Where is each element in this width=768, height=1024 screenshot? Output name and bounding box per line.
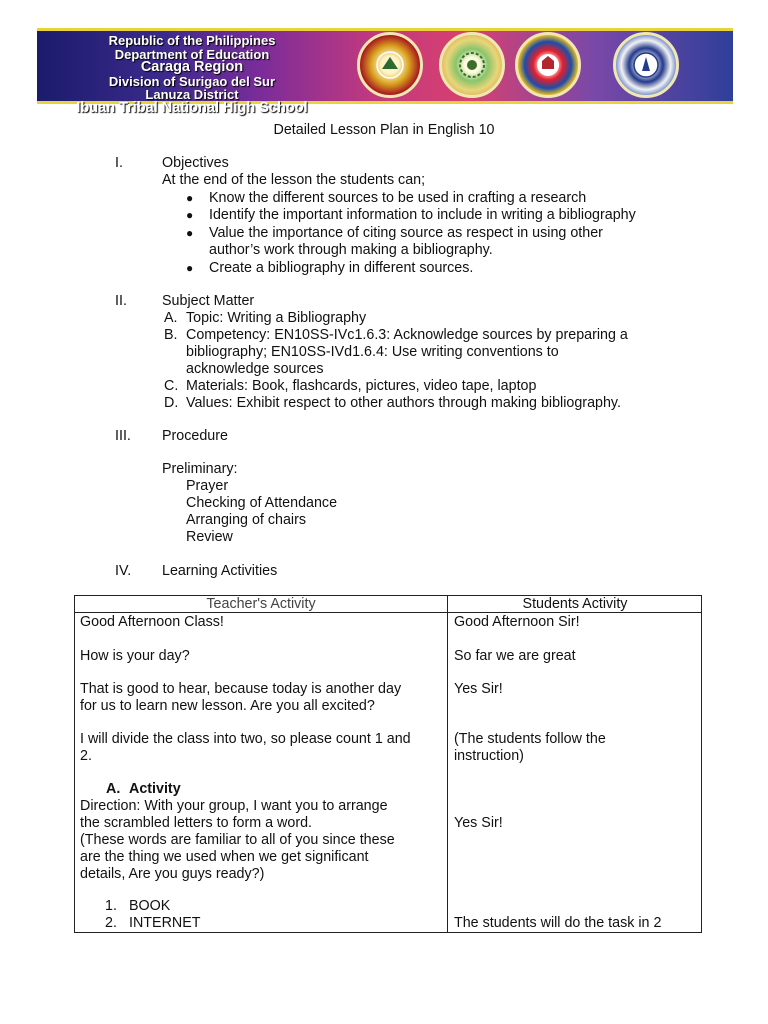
header-department: Department of Education: [114, 46, 270, 62]
item-letter-d: D.: [164, 395, 179, 411]
header-republic: Republic of the Philippines: [108, 33, 276, 48]
objective-bullet-3-cont: author’s work through making a bibliography.: [209, 242, 493, 258]
district-seal-icon: [439, 32, 505, 98]
objectives-intro: At the end of the lesson the students can;: [162, 172, 426, 188]
topic-line: Topic: Writing a Bibliography: [186, 310, 367, 326]
document-title: Detailed Lesson Plan in English 10: [273, 122, 495, 138]
teacher-line: That is good to hear, because today is another day: [80, 681, 402, 697]
header-district: Lanuza District: [145, 87, 239, 102]
objective-bullet-4: Create a bibliography in different sources.: [209, 260, 474, 276]
subject-matter-heading: Subject Matter: [162, 293, 255, 309]
learning-activities-numeral: IV.: [115, 563, 132, 579]
table-header-rule: [75, 612, 701, 613]
header-region: Caraga Region: [140, 59, 244, 75]
preliminary-label: Preliminary:: [162, 461, 238, 477]
teacher-line: for us to learn new lesson. Are you all excited?: [80, 698, 375, 714]
student-line: Yes Sir!: [454, 681, 503, 697]
student-line: The students will do the task in 2: [454, 915, 662, 931]
word-number: 1.: [105, 898, 117, 914]
student-line: Yes Sir!: [454, 815, 503, 831]
school-seal-icon: [357, 32, 423, 98]
competency-line-3: acknowledge sources: [186, 361, 324, 377]
student-line: (The students follow the: [454, 731, 606, 747]
procedure-heading: Procedure: [162, 428, 228, 444]
activity-heading: Activity: [129, 781, 181, 797]
teacher-line: How is your day?: [80, 648, 190, 664]
competency-line-1: Competency: EN10SS-IVc1.6.3: Acknowledge sources by preparing a: [186, 327, 628, 343]
teacher-line: details, Are you guys ready?): [80, 866, 265, 882]
bullet-icon: ●: [186, 208, 194, 222]
learning-activities-heading: Learning Activities: [162, 563, 278, 579]
students-activity-header: Students Activity: [522, 596, 628, 612]
word-number: 2.: [105, 915, 117, 931]
preliminary-chairs: Arranging of chairs: [186, 512, 306, 528]
objectives-heading: Objectives: [162, 155, 229, 171]
objectives-numeral: I.: [115, 155, 123, 171]
teacher-line: Good Afternoon Class!: [80, 614, 224, 630]
objective-bullet-1: Know the different sources to be used in crafting a research: [209, 190, 587, 206]
item-letter-a: A.: [164, 310, 178, 326]
values-line: Values: Exhibit respect to other authors through making bibliography.: [186, 395, 621, 411]
item-letter-b: B.: [164, 327, 178, 343]
objective-bullet-2: Identify the important information to include in writing a bibliography: [209, 207, 636, 223]
competency-line-2: bibliography; EN10SS-IVd1.6.4: Use writing conventions to: [186, 344, 559, 360]
materials-line: Materials: Book, flashcards, pictures, video tape, laptop: [186, 378, 537, 394]
activity-letter: A.: [106, 781, 121, 797]
bullet-icon: ●: [186, 226, 194, 240]
student-line: Good Afternoon Sir!: [454, 614, 580, 630]
teacher-line: the scrambled letters to form a word.: [80, 815, 313, 831]
preliminary-prayer: Prayer: [186, 478, 229, 494]
table-column-divider: [447, 596, 448, 932]
student-line: instruction): [454, 748, 524, 764]
teacher-line: Direction: With your group, I want you to arrange: [80, 798, 388, 814]
scrambled-word: BOOK: [129, 898, 171, 914]
header-lines: [47, 34, 337, 115]
objective-bullet-3: Value the importance of citing source as respect in using other: [209, 225, 603, 241]
teacher-line: I will divide the class into two, so please count 1 and: [80, 731, 411, 747]
bullet-icon: ●: [186, 261, 194, 275]
item-letter-c: C.: [164, 378, 179, 394]
teacher-line: are the thing we used when we get significant: [80, 849, 369, 865]
banner-top-stripe: [37, 28, 733, 31]
deped-division-seal-icon: [515, 32, 581, 98]
header-school: Ibuan Tribal National High School: [76, 99, 308, 116]
activities-table: [74, 595, 702, 933]
header-division: Division of Surigao del Sur: [108, 73, 276, 89]
deped-kagawaran-seal-icon: [613, 32, 679, 98]
procedure-numeral: III.: [115, 428, 131, 444]
scrambled-word: INTERNET: [129, 915, 201, 931]
bullet-icon: ●: [186, 191, 194, 205]
preliminary-attendance: Checking of Attendance: [186, 495, 338, 511]
header-banner: [37, 28, 733, 116]
student-line: So far we are great: [454, 648, 576, 664]
teacher-line: 2.: [80, 748, 92, 764]
subject-matter-numeral: II.: [115, 293, 127, 309]
preliminary-review: Review: [186, 529, 233, 545]
teacher-line: (These words are familiar to all of you since these: [80, 832, 395, 848]
teacher-activity-header: Teacher's Activity: [206, 596, 316, 612]
